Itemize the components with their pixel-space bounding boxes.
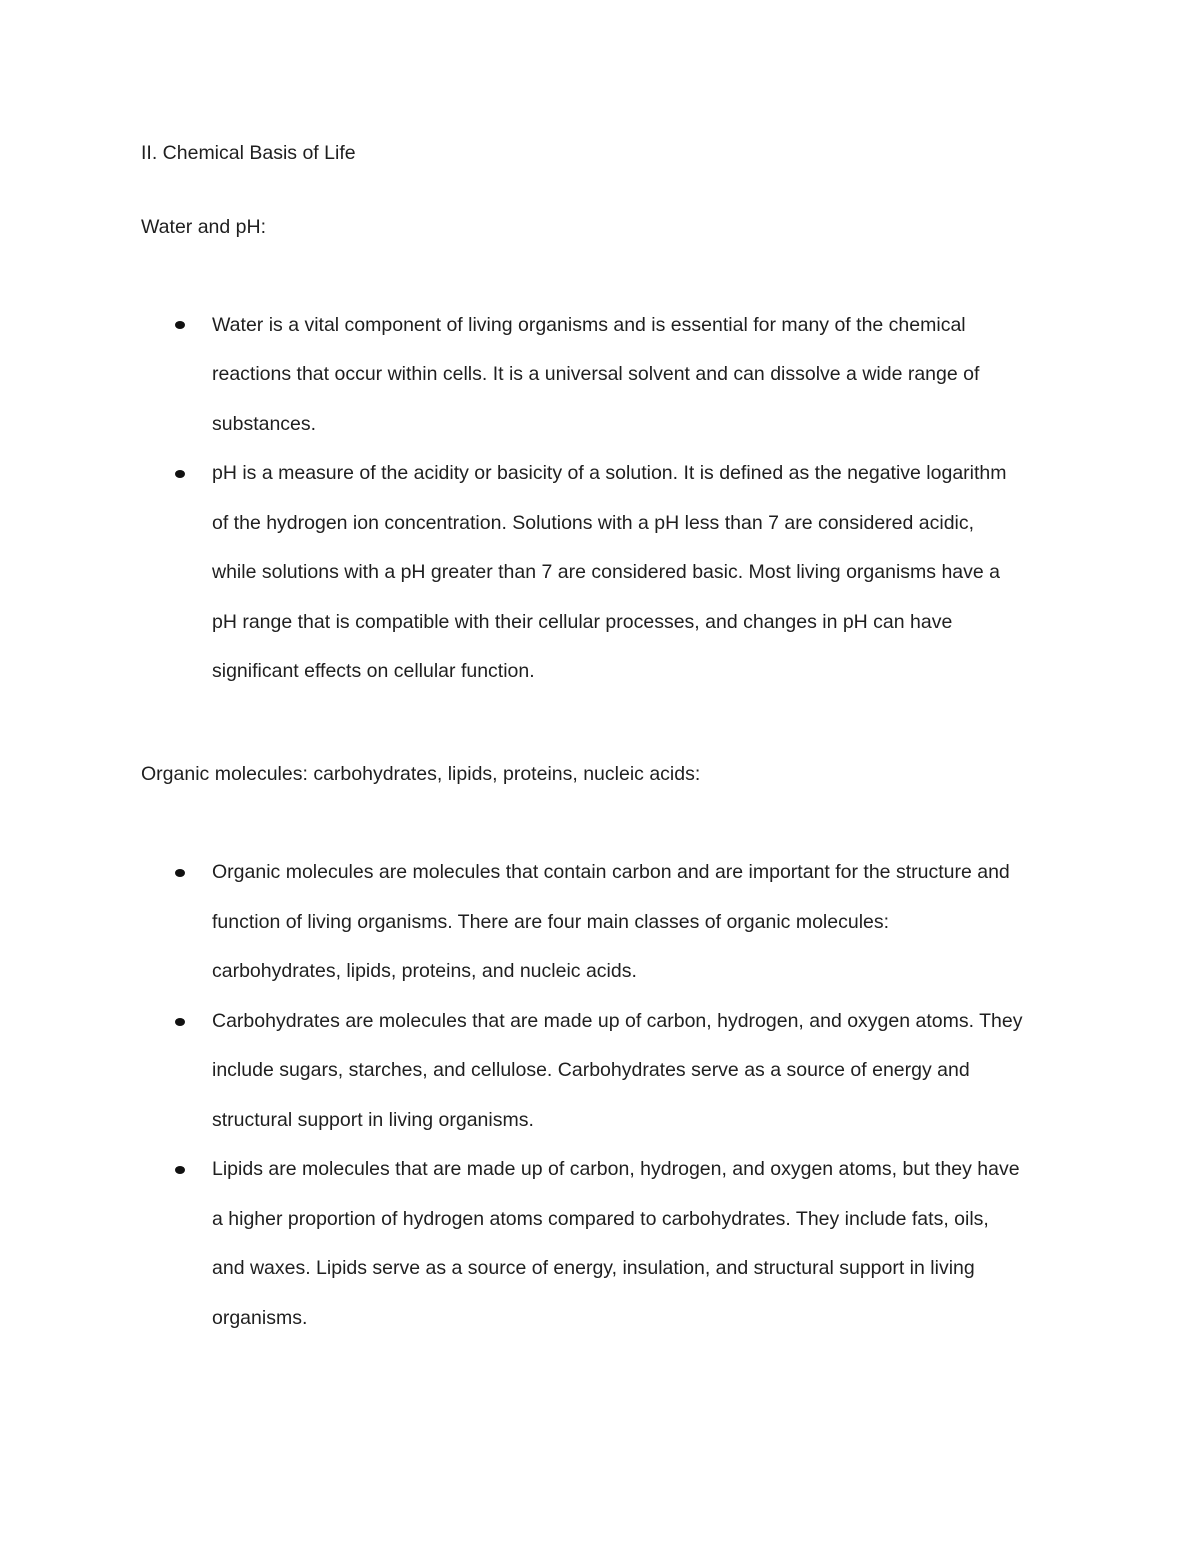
bullet-text-line: Organic molecules are molecules that contain carbon and are important for the structure and: [212, 861, 1010, 883]
bullet-text-line: significant effects on cellular function.: [212, 660, 535, 682]
bullet-text-line: while solutions with a pH greater than 7 are considered basic. Most living organisms have a: [212, 561, 1000, 583]
bullet-text-line: function of living organisms. There are four main classes of organic molecules:: [212, 911, 890, 933]
bullet-text-line: reactions that occur within cells. It is a universal solvent and can dissolve a wide range of: [212, 363, 980, 385]
bullet-text-line: pH is a measure of the acidity or basicity of a solution. It is defined as the negative logarithm: [212, 462, 1007, 484]
bullet-text-line: Lipids are molecules that are made up of carbon, hydrogen, and oxygen atoms, but they have: [212, 1158, 1020, 1180]
bullet-text-line: structural support in living organisms.: [212, 1109, 534, 1131]
bullet-text-line: Carbohydrates are molecules that are made up of carbon, hydrogen, and oxygen atoms. They: [212, 1010, 1023, 1032]
bullet-dot: [175, 1018, 185, 1026]
heading-organic-molecules: Organic molecules: carbohydrates, lipids, proteins, nucleic acids:: [141, 763, 701, 785]
bullet-dot: [175, 1166, 185, 1174]
bullet-dot: [175, 470, 185, 478]
bullet-text-line: pH range that is compatible with their cellular processes, and changes in pH can have: [212, 611, 953, 633]
bullet-text-line: carbohydrates, lipids, proteins, and nucleic acids.: [212, 960, 637, 982]
section-title: II. Chemical Basis of Life: [141, 142, 356, 164]
heading-water-ph: Water and pH:: [141, 216, 266, 238]
bullet-text-line: substances.: [212, 413, 317, 435]
bullet-text-line: include sugars, starches, and cellulose. Carbohydrates serve as a source of energy and: [212, 1059, 970, 1081]
bullet-dot: [175, 869, 185, 877]
bullet-dot: [175, 321, 185, 329]
bullet-text-line: of the hydrogen ion concentration. Solutions with a pH less than 7 are considered acidic,: [212, 512, 975, 534]
bullet-text-line: organisms.: [212, 1307, 308, 1329]
bullet-text-line: Water is a vital component of living organisms and is essential for many of the chemical: [212, 314, 966, 336]
bullet-text-line: and waxes. Lipids serve as a source of energy, insulation, and structural support in living: [212, 1257, 975, 1279]
bullet-text-line: a higher proportion of hydrogen atoms compared to carbohydrates. They include fats, oils,: [212, 1208, 989, 1230]
